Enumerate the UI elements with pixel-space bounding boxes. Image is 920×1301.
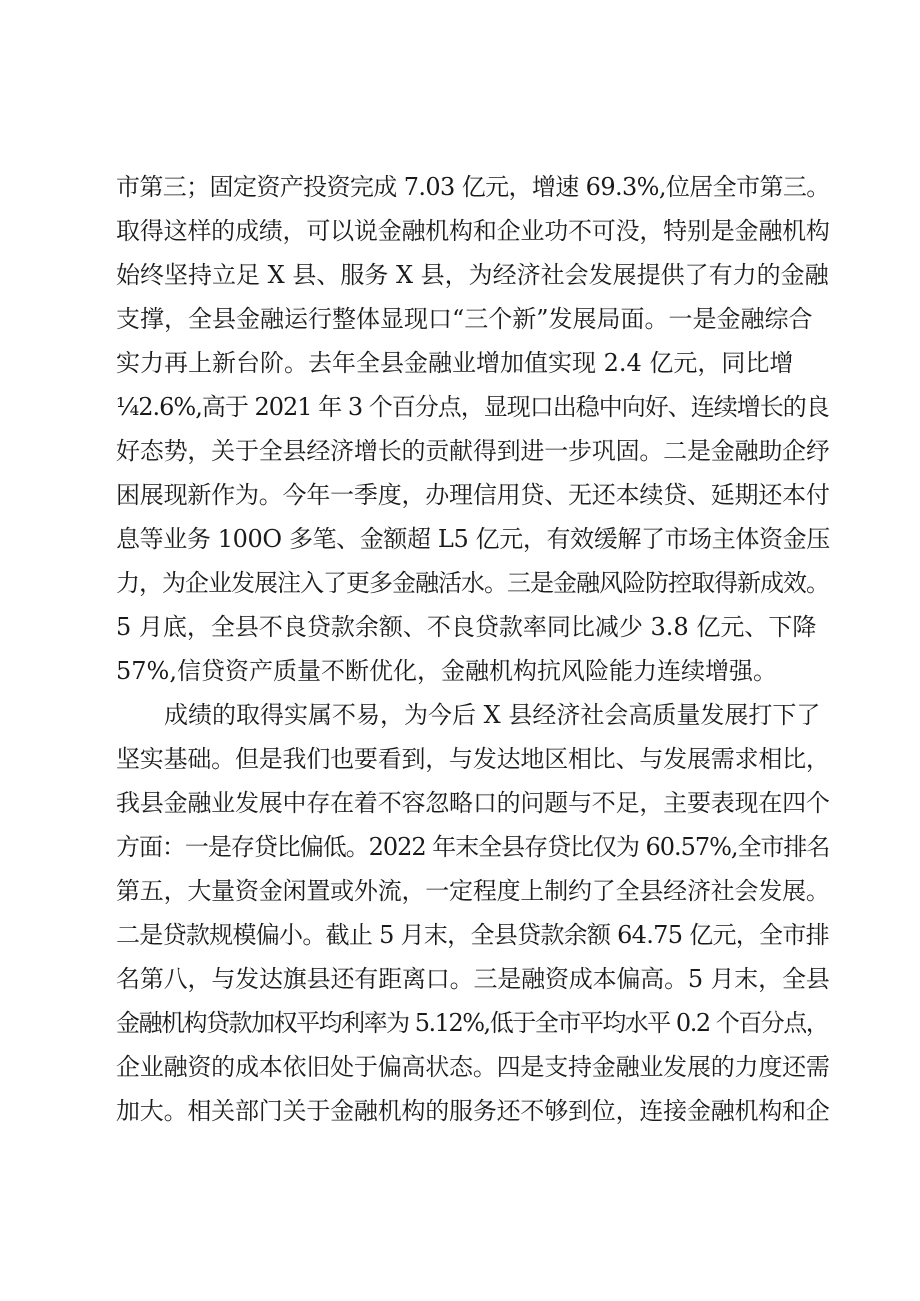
text-line: 实力再上新台阶。去年全县金融业增加值实现 2.4 亿元，同比增	[116, 349, 794, 377]
document-body	[116, 165, 830, 1133]
text-line: 金融机构贷款加权平均利率为 5.12%,低于全市平均水平 0.2 个百分点，	[116, 1009, 829, 1037]
paragraph-2	[116, 693, 830, 1133]
text-line: 息等业务 100O 多笔、金额超 L5 亿元，有效缓解了市场主体资金压	[116, 525, 830, 553]
text-line: 加大。相关部门关于金融机构的服务还不够到位，连接金融机构和企	[116, 1097, 830, 1125]
text-line: 二是贷款规模偏小。截止 5 月末，全县贷款余额 64.75 亿元，全市排	[116, 921, 829, 949]
text-line: 我县金融业发展中存在着不容忽略口的问题与不足，主要表现在四个	[116, 789, 830, 817]
text-line: 好态势，关于全县经济增长的贡献得到进一步巩固。二是金融助企纾	[116, 437, 830, 465]
text-line: 困展现新作为。今年一季度，办理信用贷、无还本续贷、延期还本付	[116, 481, 830, 509]
text-line: 方面：一是存贷比偏低。2022 年末全县存贷比仅为 60.57%,全市排名	[116, 833, 830, 861]
paragraph-1	[116, 165, 830, 693]
text-line: 力，为企业发展注入了更多金融活水。三是金融风险防控取得新成效。	[116, 569, 829, 597]
text-line: 支撑，全县金融运行整体显现口“三个新”发展局面。一是金融综合	[116, 305, 813, 333]
text-line: ¼2.6%,高于 2021 年 3 个百分点，显现口出稳中向好、连续增长的良	[116, 393, 829, 421]
text-line: 坚实基础。但是我们也要看到，与发达地区相比、与发展需求相比，	[116, 745, 830, 773]
text-line: 企业融资的成本依旧处于偏高状态。四是支持金融业发展的力度还需	[116, 1053, 830, 1081]
text-line: 始终坚持立足 X 县、服务 X 县，为经济社会发展提供了有力的金融	[116, 261, 829, 289]
text-line: 取得这样的成绩，可以说金融机构和企业功不可没，特别是金融机构	[116, 217, 830, 245]
text-line: 第五，大量资金闲置或外流，一定程度上制约了全县经济社会发展。	[116, 877, 830, 905]
text-line-indented: 成绩的取得实属不易，为今后 X 县经济社会高质量发展打下了	[164, 701, 821, 729]
text-line: 名第八，与发达旗县还有距离口。三是融资成本偏高。5 月末，全县	[116, 965, 830, 993]
text-line: 市第三；固定资产投资完成 7.03 亿元，增速 69.3%,位居全市第三。	[116, 173, 830, 201]
text-line: 57%,信贷资产质量不断优化，金融机构抗风险能力连续增强。	[116, 657, 777, 685]
text-line: 5 月底，全县不良贷款余额、不良贷款率同比减少 3.8 亿元、下降	[116, 613, 817, 641]
